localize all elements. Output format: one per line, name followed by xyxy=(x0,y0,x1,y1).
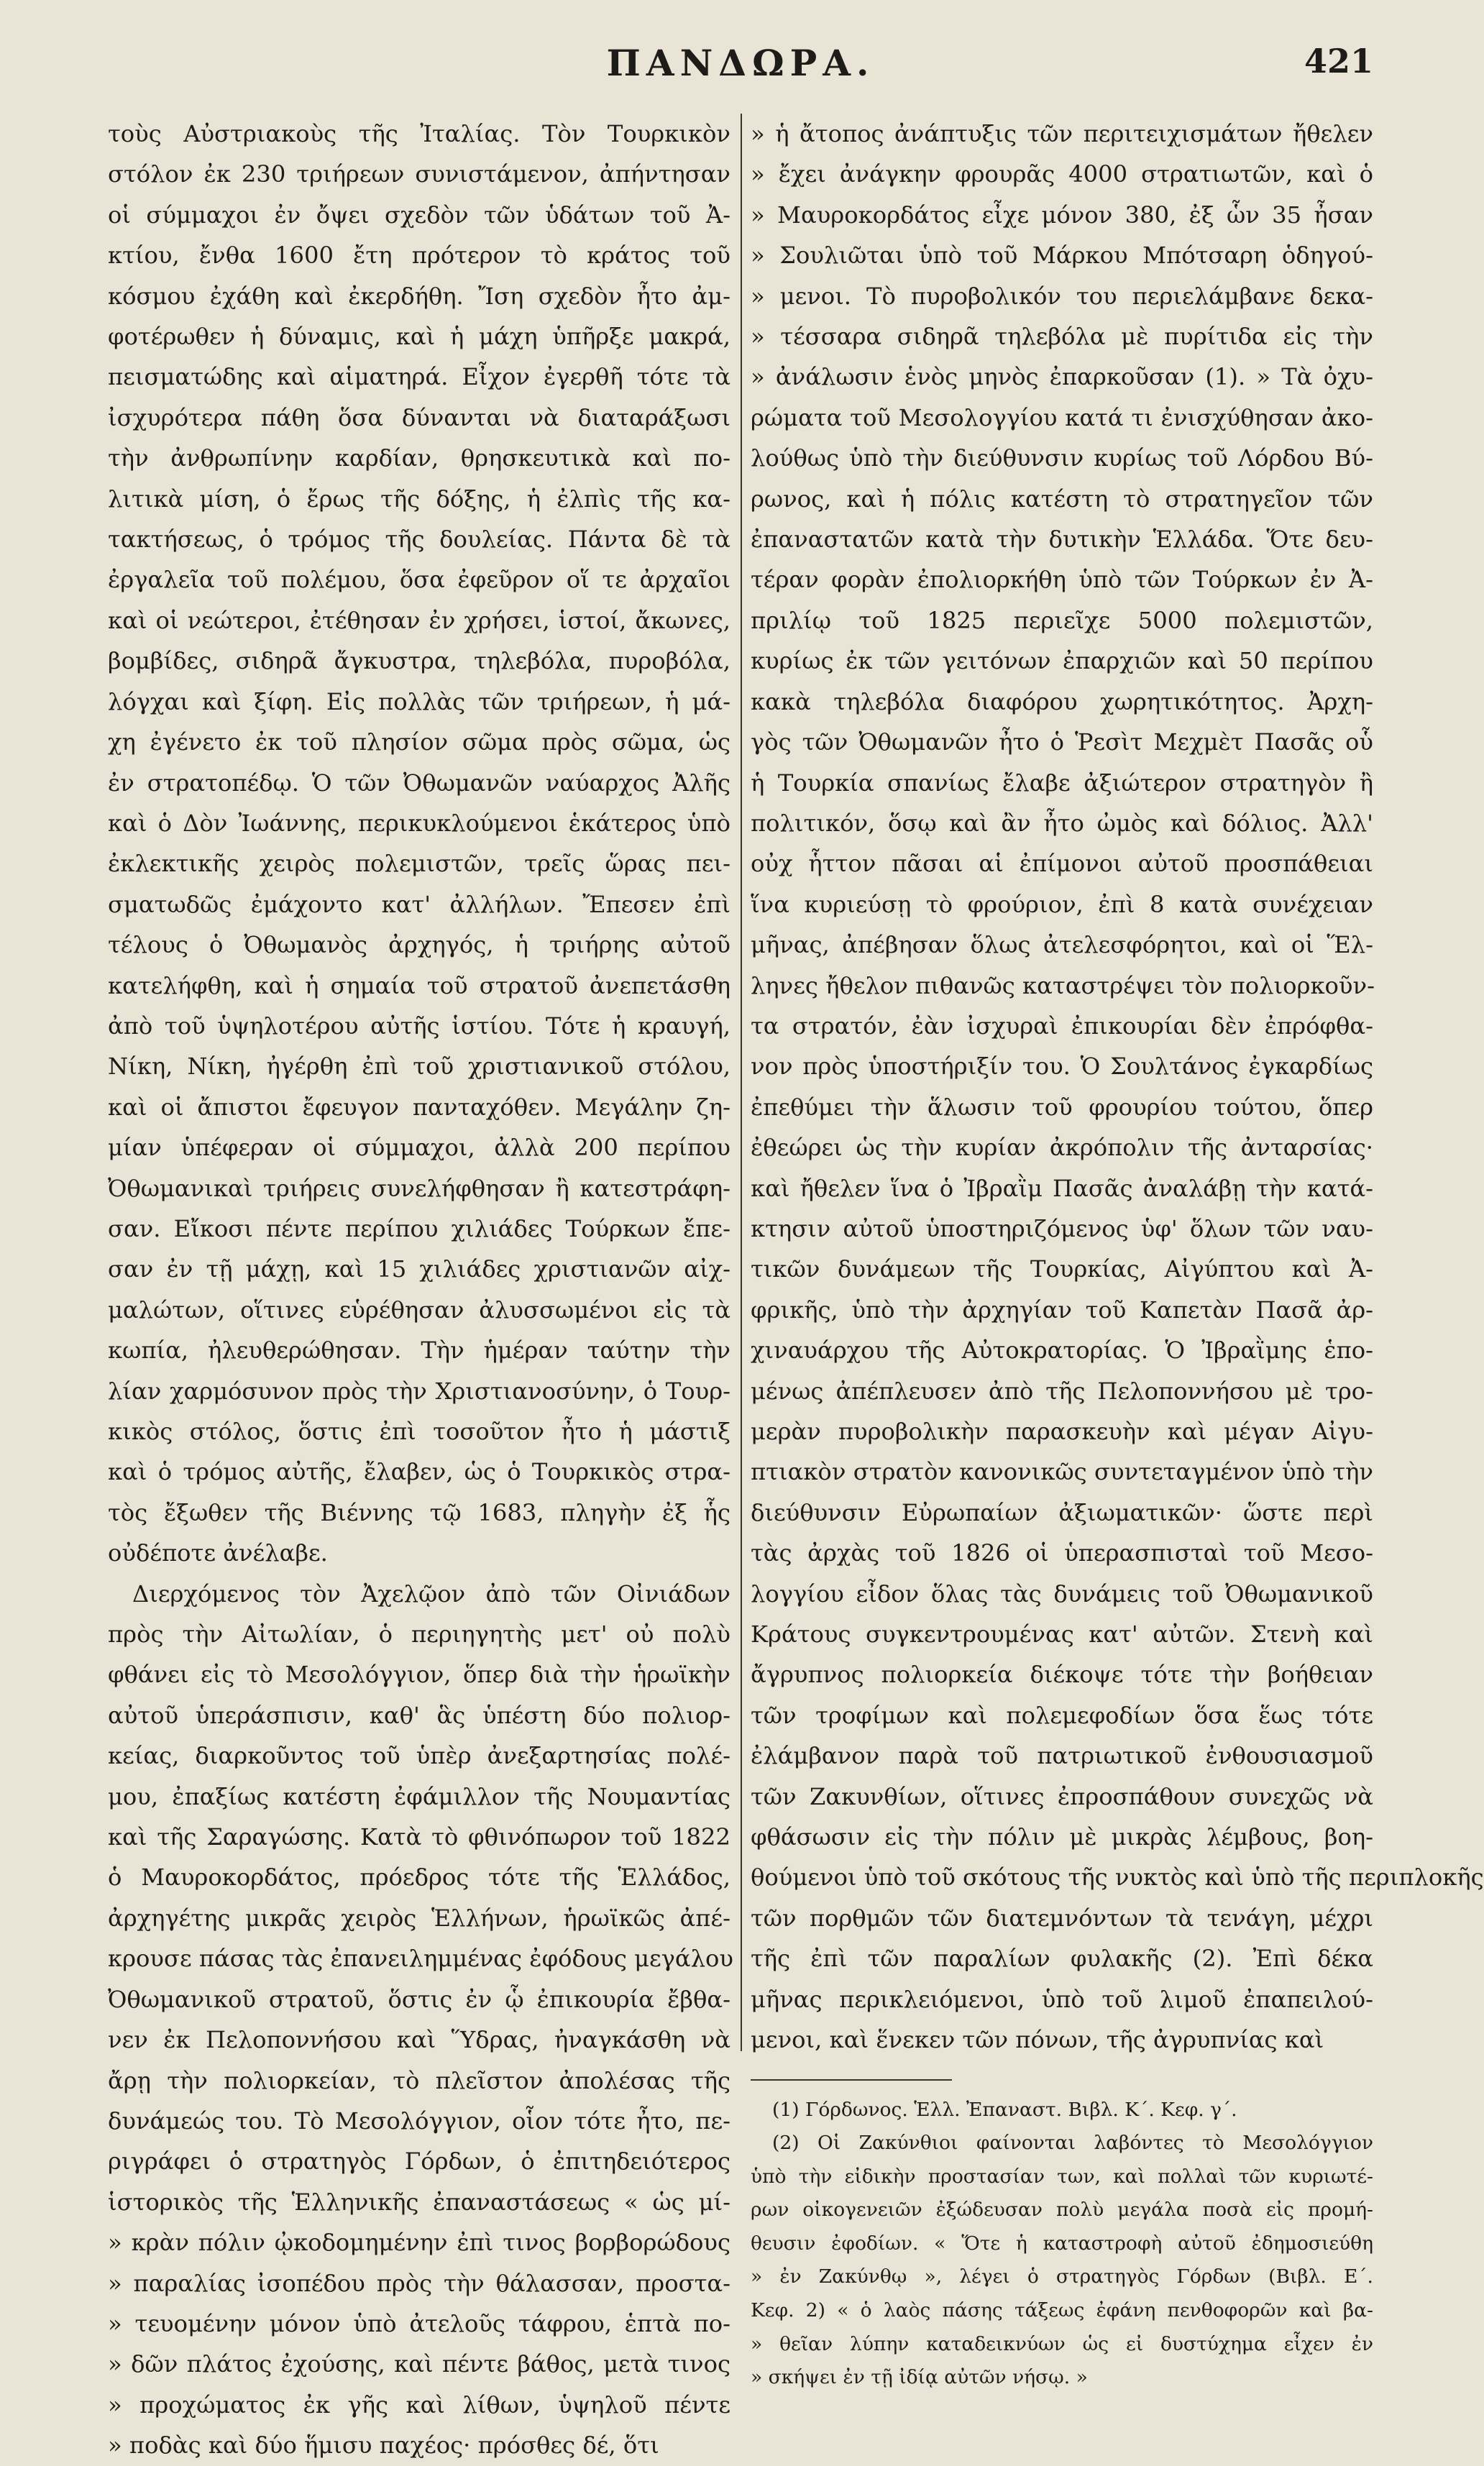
text-line: ἡ Τουρκία σπανίως ἔλαβε ἀξιώτερον στρατηγὸν ἢ xyxy=(751,769,1373,797)
text-line: τῆς ἐπὶ τῶν παραλίων φυλακῆς (2). Ἐπὶ δέκα xyxy=(751,1945,1373,1973)
right-column xyxy=(751,114,1484,2395)
text-line: ἄγρυπνος πολιορκεία διέκοψε τότε τὴν βοήθειαν xyxy=(751,1661,1373,1689)
text-line: » ἀνάλωσιν ἑνὸς μηνὸς ἐπαρκοῦσαν (1). » Τὰ ὀχυ- xyxy=(751,363,1373,391)
text-line: σματωδῶς ἐμάχοντο κατ' ἀλλήλων. Ἔπεσεν ἐπὶ xyxy=(108,890,730,918)
footnote-line: (1) Γόρδωνος. Ἑλλ. Ἐπαναστ. Βιβλ. Κ΄. Κεφ. γ΄. xyxy=(772,2098,1237,2121)
page-number: 421 xyxy=(1304,42,1373,81)
text-line: πρὸς τὴν Αἰτωλίαν, ὁ περιηγητὴς μετ' οὐ πολὺ xyxy=(108,1621,730,1649)
text-line: βομβίδες, σιδηρᾶ ἄγκυστρα, τηλεβόλα, πυροβόλα, xyxy=(108,647,730,675)
text-line: ἵνα κυριεύσῃ τὸ φρούριον, ἐπὶ 8 κατὰ συνέχειαν xyxy=(751,890,1373,918)
text-line: οἱ σύμμαχοι ἐν ὄψει σχεδὸν τῶν ὑδάτων τοῦ Ἀ- xyxy=(108,201,730,229)
text-line: φθάνει εἰς τὸ Μεσολόγγιον, ὅπερ διὰ τὴν ἡρωϊκὴν xyxy=(108,1661,730,1689)
text-line: κατελήφθη, καὶ ἡ σημαία τοῦ στρατοῦ ἀνεπετάσθη xyxy=(108,971,730,999)
text-line: ἀπὸ τοῦ ὑψηλοτέρου αὐτῆς ἱστίου. Τότε ἡ κραυγή, xyxy=(108,1012,730,1040)
text-line: πριλίῳ τοῦ 1825 περιεῖχε 5000 πολεμιστῶν, xyxy=(751,606,1373,634)
text-line: μενοι, καὶ ἕνεκεν τῶν πόνων, τῆς ἀγρυπνίας καὶ xyxy=(751,2026,1324,2054)
text-line: ρώματα τοῦ Μεσολογγίου κατά τι ἐνισχύθησαν ἀκο- xyxy=(751,403,1373,431)
text-line: σαν ἐν τῇ μάχῃ, καὶ 15 χιλιάδες χριστιανῶν αἰχ- xyxy=(108,1255,730,1283)
footnote-line: θευσιν ἐφοδίων. « Ὅτε ἡ καταστροφὴ αὐτοῦ ἐδημοσιεύθη xyxy=(751,2232,1373,2255)
text-line: Ὀθωμανικοῦ στρατοῦ, ὅστις ἐν ᾧ ἐπικουρία ἔβθα- xyxy=(108,1985,730,2013)
text-line: κικὸς στόλος, ὅστις ἐπὶ τοσοῦτον ἦτο ἡ μάστιξ xyxy=(108,1418,730,1445)
text-line: νον πρὸς ὑποστήριξίν του. Ὁ Σουλτάνος ἐγκαρδίως xyxy=(751,1053,1373,1081)
footnote-line: » ἐν Ζακύνθῳ », λέγει ὁ στρατηγὸς Γόρδων (Βιβλ. Ε΄. xyxy=(751,2265,1373,2288)
text-line: τικῶν δυνάμεων τῆς Τουρκίας, Αἰγύπτου καὶ Ἀ- xyxy=(751,1255,1373,1283)
text-line: οὐχ ἧττον πᾶσαι αἱ ἐπίμονοι αὐτοῦ προσπάθειαι xyxy=(751,850,1373,878)
text-line: μένως ἀπέπλευσεν ἀπὸ τῆς Πελοποννήσου μὲ τρο- xyxy=(751,1377,1373,1405)
text-line: ριγράφει ὁ στρατηγὸς Γόρδων, ὁ ἐπιτηδειότερος xyxy=(108,2148,730,2176)
text-line: τὴν ἀνθρωπίνην καρδίαν, θρησκευτικὰ καὶ πο- xyxy=(108,444,730,472)
text-line: καὶ οἱ ἄπιστοι ἔφευγον πανταχόθεν. Μεγάλην ζη- xyxy=(108,1093,730,1121)
text-line: λούθως ὑπὸ τὴν διεύθυνσιν κυρίως τοῦ Λόρδου Βύ- xyxy=(751,444,1373,472)
text-line: ἐθεώρει ὡς τὴν κυρίαν ἀκρόπολιν τῆς ἀνταρσίας· xyxy=(751,1134,1373,1162)
text-line: Διερχόμενος τὸν Ἀχελῷον ἀπὸ τῶν Οἰνιάδων xyxy=(132,1580,730,1608)
text-line: φρικῆς, ὑπὸ τὴν ἀρχηγίαν τοῦ Καπετὰν Πασᾶ ἀρ- xyxy=(751,1296,1373,1324)
footnote-line: (2) Οἱ Ζακύνθιοι φαίνονται λαβόντες τὸ Μεσολόγγιον xyxy=(772,2132,1373,2155)
text-line: δυνάμεώς του. Τὸ Μεσολόγγιον, οἷον τότε ἦτο, πε- xyxy=(108,2107,730,2135)
text-line: οὐδέποτε ἀνέλαβε. xyxy=(108,1539,328,1567)
text-line: μου, ἐπαξίως κατέστη ἐφάμιλλον τῆς Νουμαντίας xyxy=(108,1782,730,1810)
text-line: πτιακὸν στρατὸν κανονικῶς συντεταγμένον ὑπὸ τὴν xyxy=(751,1458,1373,1486)
text-line: μῆνας, ἀπέβησαν ὅλως ἀτελεσφόρητοι, καὶ οἱ Ἕλ- xyxy=(751,931,1373,959)
text-line: ἐκλεκτικῆς χειρὸς πολεμιστῶν, τρεῖς ὥρας πει- xyxy=(108,850,730,878)
text-line: κυρίως ἐκ τῶν γειτόνων ἐπαρχιῶν καὶ 50 περίπου xyxy=(751,647,1373,675)
text-line: καὶ οἱ νεώτεροι, ἐτέθησαν ἐν χρήσει, ἱστοί, ἄκωνες, xyxy=(108,606,730,634)
text-line: κρουσε πάσας τὰς ἐπανειλημμένας ἐφόδους μεγάλου xyxy=(108,1945,733,1973)
text-line: » δῶν πλάτος ἐχούσης, καὶ πέντε βάθος, μετὰ τινος xyxy=(108,2350,730,2378)
text-line: ρωνος, καὶ ἡ πόλις κατέστη τὸ στρατηγεῖον τῶν xyxy=(751,485,1373,513)
text-line: φοτέρωθεν ἡ δύναμις, καὶ ἡ μάχη ὑπῆρξε μακρά, xyxy=(108,323,730,351)
text-line: τὰς ἀρχὰς τοῦ 1826 οἱ ὑπερασπισταὶ τοῦ Μεσο- xyxy=(751,1539,1373,1567)
text-line: κτησιν αὐτοῦ ὑποστηριζόμενος ὑφ' ὅλων τῶν ναυ- xyxy=(751,1214,1373,1242)
text-line: ὁ Μαυροκορδάτος, πρόεδρος τότε τῆς Ἑλλάδος, xyxy=(108,1864,730,1892)
footnote-line: » σκήψει ἐν τῇ ἰδίᾳ αὐτῶν νήσῳ. » xyxy=(751,2366,1088,2389)
text-line: τέλους ὁ Ὀθωμανὸς ἀρχηγός, ἡ τριήρης αὐτοῦ xyxy=(108,931,730,959)
text-line: ἀρχηγέτης μικρᾶς χειρὸς Ἑλλήνων, ἡρωϊκῶς ἀπέ- xyxy=(108,1904,730,1932)
text-line: ἐπεθύμει τὴν ἅλωσιν τοῦ φρουρίου τούτου, ὅπερ xyxy=(751,1093,1373,1121)
text-line: » τέσσαρα σιδηρᾶ τηλεβόλα μὲ πυρίτιδα εἰς τὴν xyxy=(751,323,1373,351)
text-line: μερὰν πυροβολικὴν παρασκευὴν καὶ μέγαν Αἰγυ- xyxy=(751,1418,1373,1445)
running-title: ΠΑΝΔΩΡΑ. xyxy=(606,42,875,84)
text-line: τοὺς Αὐστριακοὺς τῆς Ἰταλίας. Τὸν Τουρκικὸν xyxy=(108,120,730,147)
text-line: τῶν τροφίμων καὶ πολεμεφοδίων ὅσα ἕως τότε xyxy=(751,1701,1373,1729)
footnote-line: ὑπὸ τὴν εἰδικὴν προστασίαν των, καὶ πολλαὶ τῶν κυριωτέ- xyxy=(751,2165,1373,2188)
text-line: ἐν στρατοπέδῳ. Ὁ τῶν Ὀθωμανῶν ναύαρχος Ἀλῆς xyxy=(108,769,730,797)
text-line: κακὰ τηλεβόλα διαφόρου χωρητικότητος. Ἀρχη- xyxy=(751,687,1373,715)
text-line: » μενοι. Τὸ πυροβολικόν του περιελάμβανε δεκα- xyxy=(751,282,1373,310)
text-line: » ποδὰς καὶ δύο ἥμισυ παχέος· πρόσθες δέ, ὅτι xyxy=(108,2431,659,2460)
column-divider xyxy=(741,114,742,2051)
text-line: Νίκη, Νίκη, ἠγέρθη ἐπὶ τοῦ χριστιανικοῦ στόλου, xyxy=(108,1053,730,1081)
text-line: τέραν φορὰν ἐπολιορκήθη ὑπὸ τῶν Τούρκων ἐν Ἀ- xyxy=(751,566,1373,594)
page-header xyxy=(108,42,1373,99)
text-line: χιναυάρχου τῆς Αὐτοκρατορίας. Ὁ Ἰβραῒμης ἑπο- xyxy=(751,1337,1373,1365)
text-line: τῶν πορθμῶν τῶν διατεμνόντων τὰ τενάγη, μέχρι xyxy=(751,1904,1373,1932)
text-line: καὶ ὁ τρόμος αὐτῆς, ἔλαβεν, ὡς ὁ Τουρκικὸς στρα- xyxy=(108,1458,730,1486)
right-column-body xyxy=(751,114,1484,2061)
text-line: ἄρῃ τὴν πολιορκείαν, τὸ πλεῖστον ἀπολέσας τῆς xyxy=(108,2066,730,2094)
text-line: κτίου, ἔνθα 1600 ἔτη πρότερον τὸ κράτος τοῦ xyxy=(108,242,730,270)
footnotes xyxy=(751,2094,1373,2395)
text-line: λιτικὰ μίση, ὁ ἔρως τῆς δόξης, ἡ ἐλπὶς τῆς κα- xyxy=(108,485,730,513)
text-line: μαλώτων, οἵτινες εὑρέθησαν ἀλυσσωμένοι εἰς τὰ xyxy=(108,1296,730,1324)
text-line: μῆνας περικλειόμενοι, ὑπὸ τοῦ λιμοῦ ἐπαπειλού- xyxy=(751,1985,1373,2013)
text-line: θούμενοι ὑπὸ τοῦ σκότους τῆς νυκτὸς καὶ ὑπὸ τῆς περιπλοκῆς xyxy=(751,1864,1484,1892)
text-line: ἱστορικὸς τῆς Ἑλληνικῆς ἐπαναστάσεως « ὡς μί- xyxy=(108,2188,730,2216)
text-line: λόγχαι καὶ ξίφη. Εἰς πολλὰς τῶν τριήρεων, ἡ μά- xyxy=(108,687,730,715)
text-line: » τευομένην μόνον ὑπὸ ἀτελοῦς τάφρου, ἑπτὰ πο- xyxy=(108,2309,730,2337)
text-line: καὶ ὁ Δὸν Ἰωάννης, περικυκλούμενοι ἑκάτερος ὑπὸ xyxy=(108,809,730,837)
text-line: κωπία, ἠλευθερώθησαν. Τὴν ἡμέραν ταύτην τὴν xyxy=(108,1337,730,1365)
footnote-divider xyxy=(751,2079,952,2081)
text-line: σαν. Εἴκοσι πέντε περίπου χιλιάδες Τούρκων ἔπε- xyxy=(108,1214,730,1242)
text-line: γὸς τῶν Ὀθωμανῶν ἦτο ὁ Ῥεσὶτ Μεχμὲτ Πασᾶς οὗ xyxy=(751,728,1373,756)
text-line: πεισματώδης καὶ αἱματηρά. Εἶχον ἐγερθῆ τότε τὰ xyxy=(108,363,730,391)
text-line: τῶν Ζακυνθίων, οἵτινες ἐπροσπάθουν συνεχῶς νὰ xyxy=(751,1782,1373,1810)
left-column xyxy=(108,114,733,2466)
text-line: τὸς ἔξωθεν τῆς Βιέννης τῷ 1683, πληγὴν ἐξ ἧς xyxy=(108,1498,730,1526)
text-line: ἐπαναστατῶν κατὰ τὴν δυτικὴν Ἑλλάδα. Ὅτε δευ- xyxy=(751,526,1373,554)
text-line: » Μαυροκορδάτος εἶχε μόνον 380, ἐξ ὧν 35 ἦσαν xyxy=(751,201,1373,229)
text-line: ληνες ἤθελον πιθανῶς καταστρέψει τὸν πολιορκοῦν- xyxy=(751,971,1375,999)
text-line: αὐτοῦ ὑπεράσπισιν, καθ' ἃς ὑπέστη δύο πολιορ- xyxy=(108,1701,730,1729)
text-line: νεν ἐκ Πελοποννήσου καὶ Ὕδρας, ἠναγκάσθη νὰ xyxy=(108,2026,730,2054)
text-line: χη ἐγένετο ἐκ τοῦ πλησίον σῶμα πρὸς σῶμα, ὡς xyxy=(108,728,730,756)
text-line: Ὀθωμανικαὶ τριήρεις συνελήφθησαν ἢ κατεστράφη- xyxy=(108,1174,730,1202)
text-line: τακτήσεως, ὁ τρόμος τῆς δουλείας. Πάντα δὲ τὰ xyxy=(108,526,730,554)
text-line: » ἡ ἄτοπος ἀνάπτυξις τῶν περιτειχισμάτων ἤθελεν xyxy=(751,120,1373,147)
text-line: » Σουλιῶται ὑπὸ τοῦ Μάρκου Μπότσαρη ὁδηγού- xyxy=(751,242,1373,270)
text-line: πολιτικόν, ὅσῳ καὶ ἂν ἦτο ὠμὸς καὶ δόλιος. Ἀλλ' xyxy=(751,809,1373,837)
text-line: λογγίου εἶδον ὅλας τὰς δυνάμεις τοῦ Ὀθωμανικοῦ xyxy=(751,1580,1373,1608)
text-line: ἰσχυρότερα πάθη ὅσα δύνανται νὰ διαταράξωσι xyxy=(108,403,730,431)
footnote-line: ρων οἰκογενειῶν ἐξώδευσαν πολὺ μεγάλα ποσὰ εἰς προμή- xyxy=(751,2199,1373,2222)
footnote-line: » θεῖαν λύπην καταδεικνύων ὡς εἰ δυστύχημα εἶχεν ἐν xyxy=(751,2332,1373,2355)
text-line: κείας, διαρκοῦντος τοῦ ὑπὲρ ἀνεξαρτησίας πολέ- xyxy=(108,1742,730,1770)
text-line: καὶ τῆς Σαραγώσης. Κατὰ τὸ φθινόπωρον τοῦ 1822 xyxy=(108,1823,730,1851)
text-line: λίαν χαρμόσυνον πρὸς τὴν Χριστιανοσύνην, ὁ Τουρ- xyxy=(108,1377,730,1405)
text-line: » ἔχει ἀνάγκην φρουρᾶς 4000 στρατιωτῶν, καὶ ὁ xyxy=(751,160,1373,188)
text-line: τα στρατόν, ἐὰν ἰσχυραὶ ἐπικουρίαι δὲν ἐπρόφθα- xyxy=(751,1012,1373,1040)
text-line: διεύθυνσιν Εὐρωπαίων ἀξιωματικῶν· ὥστε περὶ xyxy=(751,1498,1373,1526)
text-line: στόλον ἐκ 230 τριήρεων συνιστάμενον, ἀπήντησαν xyxy=(108,160,730,188)
text-line: » κρὰν πόλιν ᾠκοδομημένην ἐπὶ τινος βορβορώδους xyxy=(108,2229,730,2257)
text-line: μίαν ὑπέφεραν οἱ σύμμαχοι, ἀλλὰ 200 περίπου xyxy=(108,1134,730,1162)
text-line: » προχώματος ἐκ γῆς καὶ λίθων, ὑψηλοῦ πέντε xyxy=(108,2391,730,2419)
text-line: ἐργαλεῖα τοῦ πολέμου, ὅσα ἐφεῦρον οἵ τε ἀρχαῖοι xyxy=(108,566,730,594)
text-line: » παραλίας ἰσοπέδου πρὸς τὴν θάλασσαν, προστα- xyxy=(108,2269,730,2297)
footnote-line: Κεφ. 2) « ὁ λαὸς πάσης τάξεως ἐφάνη πενθοφορῶν καὶ βα- xyxy=(751,2299,1373,2322)
text-line: φθάσωσιν εἰς τὴν πόλιν μὲ μικρὰς λέμβους, βοη- xyxy=(751,1823,1373,1851)
text-line: κόσμου ἐχάθη καὶ ἐκερδήθη. Ἴση σχεδὸν ἦτο ἀμ- xyxy=(108,282,730,310)
text-line: καὶ ἤθελεν ἵνα ὁ Ἰβραῒμ Πασᾶς ἀναλάβῃ τὴν κατά- xyxy=(751,1174,1373,1202)
text-line: ἐλάμβανον παρὰ τοῦ πατριωτικοῦ ἐνθουσιασμοῦ xyxy=(751,1742,1373,1770)
text-line: Κράτους συγκεντρουμένας κατ' αὐτῶν. Στενὴ καὶ xyxy=(751,1621,1373,1649)
